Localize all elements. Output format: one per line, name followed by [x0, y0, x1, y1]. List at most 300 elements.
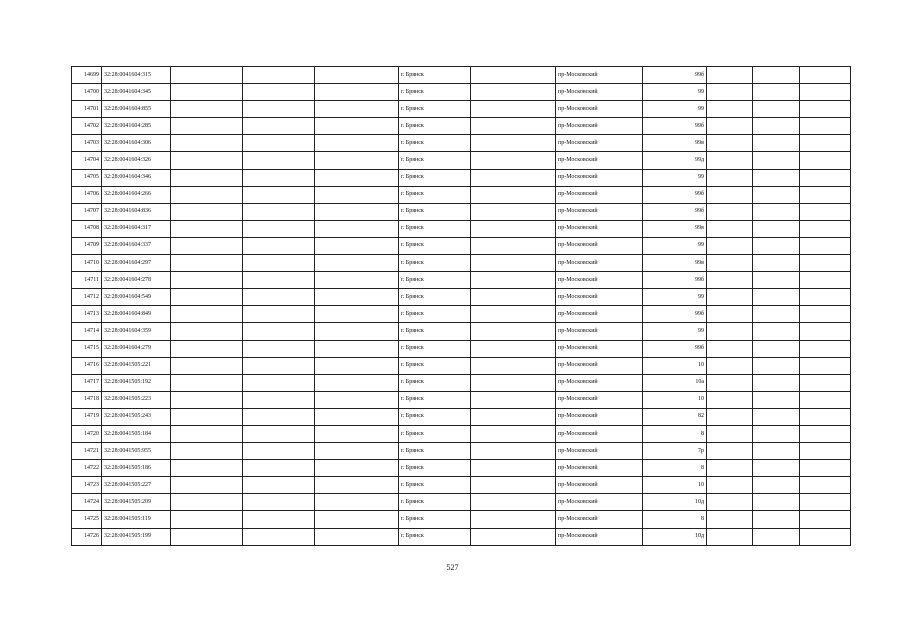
empty-cell [800, 272, 851, 289]
empty-cell [800, 340, 851, 357]
empty-cell [707, 289, 753, 306]
empty-cell [171, 84, 243, 101]
table-row [72, 101, 851, 118]
empty-cell [753, 494, 800, 511]
city-cell: г. Брянск [399, 289, 471, 306]
empty-cell [471, 528, 556, 545]
empty-cell [315, 494, 399, 511]
cadastral-number-cell: 32:28:0041604:855 [102, 101, 171, 118]
city-cell: г. Брянск [399, 425, 471, 442]
house-number-cell: 10 [643, 477, 707, 494]
table-row [72, 118, 851, 135]
empty-cell [315, 357, 399, 374]
empty-cell [753, 118, 800, 135]
empty-cell [707, 135, 753, 152]
row-number-cell: 14706 [72, 186, 102, 203]
empty-cell [171, 357, 243, 374]
empty-cell [315, 135, 399, 152]
empty-cell [800, 443, 851, 460]
empty-cell [171, 306, 243, 323]
table-row [72, 220, 851, 237]
empty-cell [315, 511, 399, 528]
cadastral-number-cell: 32:28:0041604:337 [102, 237, 171, 254]
empty-cell [753, 391, 800, 408]
table-row [72, 84, 851, 101]
empty-cell [243, 237, 315, 254]
house-number-cell: 99 [643, 323, 707, 340]
street-cell: пр-Московский [556, 118, 643, 135]
row-number-cell: 14713 [72, 306, 102, 323]
empty-cell [243, 357, 315, 374]
empty-cell [800, 289, 851, 306]
cadastral-number-cell: 32:28:0041505:186 [102, 460, 171, 477]
table-row [72, 135, 851, 152]
empty-cell [315, 118, 399, 135]
empty-cell [471, 425, 556, 442]
row-number-cell: 14723 [72, 477, 102, 494]
empty-cell [243, 101, 315, 118]
empty-cell [171, 494, 243, 511]
empty-cell [753, 408, 800, 425]
empty-cell [171, 340, 243, 357]
street-cell: пр-Московский [556, 272, 643, 289]
house-number-cell: 99 [643, 237, 707, 254]
table-row [72, 460, 851, 477]
row-number-cell: 14700 [72, 84, 102, 101]
empty-cell [471, 203, 556, 220]
empty-cell [753, 511, 800, 528]
empty-cell [243, 67, 315, 84]
empty-cell [171, 477, 243, 494]
street-cell: пр-Московский [556, 152, 643, 169]
empty-cell [171, 289, 243, 306]
street-cell: пр-Московский [556, 84, 643, 101]
empty-cell [753, 289, 800, 306]
row-number-cell: 14711 [72, 272, 102, 289]
empty-cell [753, 323, 800, 340]
city-cell: г. Брянск [399, 374, 471, 391]
empty-cell [171, 169, 243, 186]
empty-cell [315, 425, 399, 442]
empty-cell [315, 460, 399, 477]
city-cell: г. Брянск [399, 357, 471, 374]
empty-cell [315, 391, 399, 408]
cadastral-number-cell: 32:28:0041604:297 [102, 255, 171, 272]
table-row [72, 255, 851, 272]
street-cell: пр-Московский [556, 237, 643, 254]
row-number-cell: 14712 [72, 289, 102, 306]
empty-cell [800, 101, 851, 118]
cadastral-number-cell: 32:28:0041604:315 [102, 67, 171, 84]
row-number-cell: 14715 [72, 340, 102, 357]
empty-cell [800, 203, 851, 220]
empty-cell [471, 135, 556, 152]
city-cell: г. Брянск [399, 494, 471, 511]
empty-cell [315, 203, 399, 220]
cadastral-number-cell: 32:28:0041604:278 [102, 272, 171, 289]
empty-cell [243, 289, 315, 306]
house-number-cell: 99б [643, 118, 707, 135]
empty-cell [171, 460, 243, 477]
empty-cell [171, 425, 243, 442]
row-number-cell: 14722 [72, 460, 102, 477]
city-cell: г. Брянск [399, 203, 471, 220]
empty-cell [471, 494, 556, 511]
empty-cell [243, 511, 315, 528]
empty-cell [800, 169, 851, 186]
row-number-cell: 14704 [72, 152, 102, 169]
cadastral-number-cell: 32:28:0041505:192 [102, 374, 171, 391]
empty-cell [471, 374, 556, 391]
empty-cell [471, 237, 556, 254]
house-number-cell: 8 [643, 460, 707, 477]
row-number-cell: 14725 [72, 511, 102, 528]
empty-cell [753, 374, 800, 391]
empty-cell [471, 67, 556, 84]
empty-cell [315, 152, 399, 169]
empty-cell [471, 220, 556, 237]
street-cell: пр-Московский [556, 323, 643, 340]
house-number-cell: 8 [643, 511, 707, 528]
empty-cell [315, 443, 399, 460]
empty-cell [753, 203, 800, 220]
empty-cell [243, 203, 315, 220]
empty-cell [800, 118, 851, 135]
city-cell: г. Брянск [399, 306, 471, 323]
city-cell: г. Брянск [399, 443, 471, 460]
empty-cell [800, 374, 851, 391]
empty-cell [707, 169, 753, 186]
empty-cell [171, 203, 243, 220]
empty-cell [243, 220, 315, 237]
city-cell: г. Брянск [399, 255, 471, 272]
city-cell: г. Брянск [399, 340, 471, 357]
empty-cell [707, 511, 753, 528]
empty-cell [800, 152, 851, 169]
empty-cell [471, 323, 556, 340]
empty-cell [315, 272, 399, 289]
table-row [72, 443, 851, 460]
house-number-cell: 99д [643, 152, 707, 169]
empty-cell [471, 118, 556, 135]
empty-cell [471, 306, 556, 323]
cadastral-number-cell: 32:28:0041604:279 [102, 340, 171, 357]
cadastral-number-cell: 32:28:0041505:209 [102, 494, 171, 511]
city-cell: г. Брянск [399, 220, 471, 237]
empty-cell [800, 67, 851, 84]
empty-cell [753, 101, 800, 118]
empty-cell [243, 391, 315, 408]
city-cell: г. Брянск [399, 101, 471, 118]
empty-cell [800, 306, 851, 323]
cadastral-number-cell: 32:28:0041604:285 [102, 118, 171, 135]
table-row [72, 425, 851, 442]
house-number-cell: 8 [643, 425, 707, 442]
house-number-cell: 99 [643, 169, 707, 186]
empty-cell [753, 306, 800, 323]
row-number-cell: 14718 [72, 391, 102, 408]
empty-cell [471, 152, 556, 169]
empty-cell [243, 494, 315, 511]
street-cell: пр-Московский [556, 169, 643, 186]
city-cell: г. Брянск [399, 323, 471, 340]
empty-cell [315, 220, 399, 237]
empty-cell [471, 357, 556, 374]
house-number-cell: 99б [643, 340, 707, 357]
table-row [72, 67, 851, 84]
empty-cell [471, 272, 556, 289]
empty-cell [707, 186, 753, 203]
house-number-cell: 99в [643, 255, 707, 272]
cadastral-number-cell: 32:28:0041505:243 [102, 408, 171, 425]
street-cell: пр-Московский [556, 135, 643, 152]
cadastral-number-cell: 32:28:0041604:836 [102, 203, 171, 220]
cadastral-number-cell: 32:28:0041505:184 [102, 425, 171, 442]
empty-cell [315, 186, 399, 203]
empty-cell [800, 255, 851, 272]
empty-cell [471, 443, 556, 460]
table-row [72, 494, 851, 511]
empty-cell [471, 186, 556, 203]
table-row [72, 528, 851, 545]
empty-cell [471, 101, 556, 118]
empty-cell [800, 220, 851, 237]
street-cell: пр-Московский [556, 357, 643, 374]
row-number-cell: 14720 [72, 425, 102, 442]
empty-cell [315, 340, 399, 357]
empty-cell [707, 101, 753, 118]
house-number-cell: 99б [643, 272, 707, 289]
street-cell: пр-Московский [556, 306, 643, 323]
empty-cell [800, 135, 851, 152]
empty-cell [315, 323, 399, 340]
empty-cell [707, 323, 753, 340]
table-row [72, 340, 851, 357]
empty-cell [243, 374, 315, 391]
row-number-cell: 14710 [72, 255, 102, 272]
table-row [72, 374, 851, 391]
empty-cell [243, 408, 315, 425]
empty-cell [315, 84, 399, 101]
empty-cell [707, 203, 753, 220]
empty-cell [243, 84, 315, 101]
house-number-cell: 99в [643, 220, 707, 237]
empty-cell [243, 443, 315, 460]
city-cell: г. Брянск [399, 391, 471, 408]
registry-table-body [72, 67, 851, 546]
street-cell: пр-Московский [556, 511, 643, 528]
street-cell: пр-Московский [556, 101, 643, 118]
city-cell: г. Брянск [399, 118, 471, 135]
empty-cell [753, 528, 800, 545]
house-number-cell: 10д [643, 528, 707, 545]
city-cell: г. Брянск [399, 528, 471, 545]
empty-cell [707, 152, 753, 169]
empty-cell [243, 306, 315, 323]
empty-cell [753, 237, 800, 254]
empty-cell [171, 67, 243, 84]
row-number-cell: 14708 [72, 220, 102, 237]
cadastral-number-cell: 32:28:0041505:955 [102, 443, 171, 460]
street-cell: пр-Московский [556, 494, 643, 511]
empty-cell [800, 84, 851, 101]
city-cell: г. Брянск [399, 186, 471, 203]
empty-cell [753, 186, 800, 203]
row-number-cell: 14726 [72, 528, 102, 545]
empty-cell [707, 340, 753, 357]
empty-cell [707, 255, 753, 272]
empty-cell [753, 67, 800, 84]
cadastral-number-cell: 32:28:0041604:359 [102, 323, 171, 340]
row-number-cell: 14717 [72, 374, 102, 391]
empty-cell [800, 408, 851, 425]
empty-cell [753, 152, 800, 169]
empty-cell [800, 391, 851, 408]
row-number-cell: 14707 [72, 203, 102, 220]
street-cell: пр-Московский [556, 186, 643, 203]
empty-cell [171, 443, 243, 460]
city-cell: г. Брянск [399, 460, 471, 477]
table-row [72, 323, 851, 340]
empty-cell [707, 306, 753, 323]
city-cell: г. Брянск [399, 272, 471, 289]
house-number-cell: 99б [643, 306, 707, 323]
table-row [72, 237, 851, 254]
empty-cell [243, 340, 315, 357]
empty-cell [707, 477, 753, 494]
street-cell: пр-Московский [556, 425, 643, 442]
empty-cell [171, 237, 243, 254]
empty-cell [471, 289, 556, 306]
empty-cell [471, 391, 556, 408]
empty-cell [315, 306, 399, 323]
empty-cell [243, 460, 315, 477]
empty-cell [315, 169, 399, 186]
table-row [72, 511, 851, 528]
house-number-cell: 99 [643, 84, 707, 101]
empty-cell [315, 477, 399, 494]
empty-cell [171, 135, 243, 152]
house-number-cell: 99б [643, 67, 707, 84]
empty-cell [800, 528, 851, 545]
house-number-cell: 99 [643, 101, 707, 118]
empty-cell [171, 101, 243, 118]
empty-cell [753, 340, 800, 357]
registry-table [71, 66, 851, 546]
street-cell: пр-Московский [556, 220, 643, 237]
row-number-cell: 14714 [72, 323, 102, 340]
empty-cell [707, 460, 753, 477]
empty-cell [800, 460, 851, 477]
cadastral-number-cell: 32:28:0041505:119 [102, 511, 171, 528]
empty-cell [243, 135, 315, 152]
empty-cell [171, 391, 243, 408]
empty-cell [171, 272, 243, 289]
empty-cell [707, 357, 753, 374]
table-row [72, 152, 851, 169]
empty-cell [707, 443, 753, 460]
house-number-cell: 99б [643, 186, 707, 203]
row-number-cell: 14705 [72, 169, 102, 186]
street-cell: пр-Московский [556, 391, 643, 408]
empty-cell [171, 118, 243, 135]
empty-cell [471, 477, 556, 494]
house-number-cell: 82 [643, 408, 707, 425]
street-cell: пр-Московский [556, 374, 643, 391]
empty-cell [800, 237, 851, 254]
empty-cell [243, 152, 315, 169]
street-cell: пр-Московский [556, 340, 643, 357]
empty-cell [171, 323, 243, 340]
table-row [72, 391, 851, 408]
city-cell: г. Брянск [399, 477, 471, 494]
empty-cell [800, 186, 851, 203]
empty-cell [315, 67, 399, 84]
cadastral-number-cell: 32:28:0041505:223 [102, 391, 171, 408]
empty-cell [707, 425, 753, 442]
empty-cell [315, 528, 399, 545]
empty-cell [315, 101, 399, 118]
empty-cell [471, 511, 556, 528]
row-number-cell: 14699 [72, 67, 102, 84]
empty-cell [707, 528, 753, 545]
cadastral-number-cell: 32:28:0041505:227 [102, 477, 171, 494]
cadastral-number-cell: 32:28:0041604:346 [102, 169, 171, 186]
table-row [72, 203, 851, 220]
row-number-cell: 14703 [72, 135, 102, 152]
table-row [72, 408, 851, 425]
city-cell: г. Брянск [399, 135, 471, 152]
empty-cell [243, 477, 315, 494]
empty-cell [800, 357, 851, 374]
street-cell: пр-Московский [556, 289, 643, 306]
street-cell: пр-Московский [556, 460, 643, 477]
empty-cell [753, 460, 800, 477]
empty-cell [800, 323, 851, 340]
house-number-cell: 10а [643, 374, 707, 391]
empty-cell [707, 84, 753, 101]
empty-cell [753, 425, 800, 442]
empty-cell [243, 118, 315, 135]
cadastral-number-cell: 32:28:0041505:199 [102, 528, 171, 545]
cadastral-number-cell: 32:28:0041604:266 [102, 186, 171, 203]
empty-cell [243, 169, 315, 186]
empty-cell [171, 374, 243, 391]
empty-cell [707, 374, 753, 391]
table-row [72, 357, 851, 374]
empty-cell [315, 408, 399, 425]
row-number-cell: 14702 [72, 118, 102, 135]
city-cell: г. Брянск [399, 67, 471, 84]
empty-cell [471, 84, 556, 101]
empty-cell [800, 477, 851, 494]
empty-cell [171, 255, 243, 272]
city-cell: г. Брянск [399, 169, 471, 186]
street-cell: пр-Московский [556, 67, 643, 84]
city-cell: г. Брянск [399, 511, 471, 528]
empty-cell [243, 528, 315, 545]
street-cell: пр-Московский [556, 408, 643, 425]
house-number-cell: 7р [643, 443, 707, 460]
street-cell: пр-Московский [556, 477, 643, 494]
empty-cell [471, 169, 556, 186]
city-cell: г. Брянск [399, 237, 471, 254]
empty-cell [707, 391, 753, 408]
cadastral-number-cell: 32:28:0041604:549 [102, 289, 171, 306]
cadastral-number-cell: 32:28:0041505:221 [102, 357, 171, 374]
table-row [72, 169, 851, 186]
house-number-cell: 10д [643, 494, 707, 511]
